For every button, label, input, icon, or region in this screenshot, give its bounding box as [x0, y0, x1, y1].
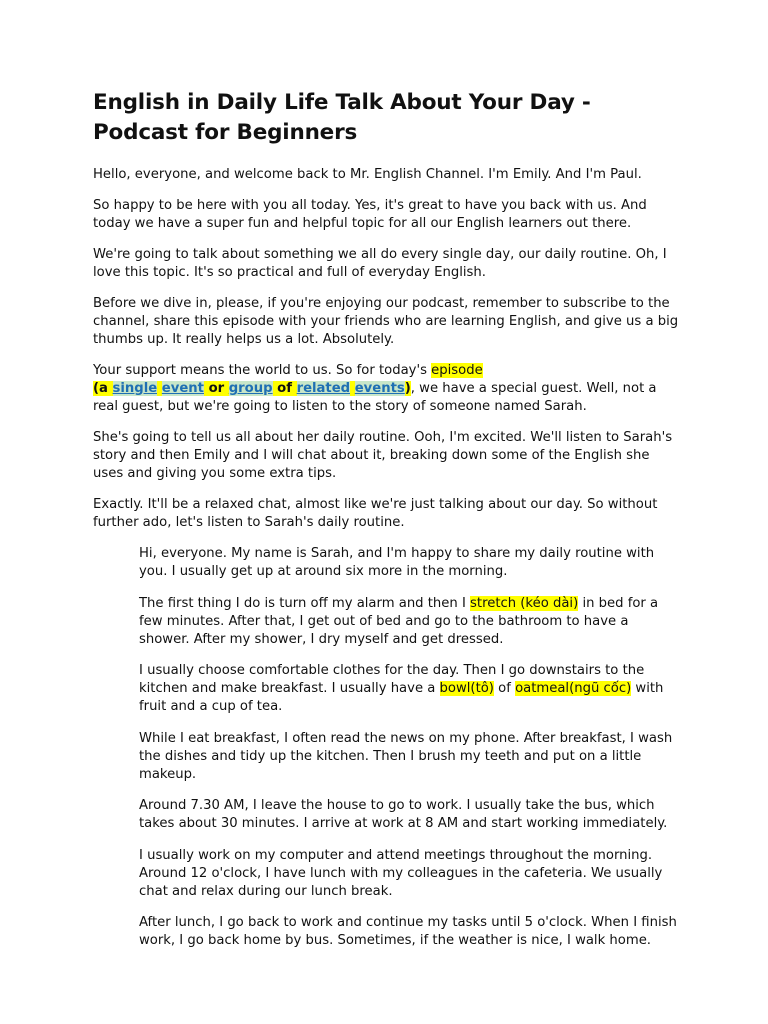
sarah-p2-before: The first thing I do is turn off my alarm and then I [139, 595, 471, 611]
sarah-story [139, 545, 679, 950]
highlight-oatmeal: oatmeal(ngũ cốc) [515, 681, 632, 696]
sarah-p2-after: in bed for a few minutes. After that, I get out of bed and go to the bathroom to have a shower. After my shower, I dry myself and get dressed. [139, 595, 659, 647]
sarah-paragraph-1: Hi, everyone. My name is Sarah, and I'm happy to share my daily routine with you. I usually get up at around six more in the morning. [139, 546, 655, 579]
gloss-or: or [203, 381, 229, 396]
document-page [93, 88, 683, 964]
gloss-of: of [272, 381, 297, 396]
episode-gloss [93, 381, 411, 396]
intro-paragraph-1: Hello, everyone, and welcome back to Mr. English Channel. I'm Emily. And I'm Paul. [93, 167, 642, 182]
sarah-paragraph-5: Around 7.30 AM, I leave the house to go to work. I usually take the bus, which takes about 30 minutes. I arrive at work at 8 AM and start working immediately. [139, 798, 668, 831]
support-paragraph [93, 362, 683, 416]
gloss-link-related[interactable]: related [296, 381, 351, 396]
sarah-p3-after: with fruit and a cup of tea. [139, 681, 664, 714]
sarah-p3-mid: of [493, 681, 516, 696]
highlight-episode: episode [431, 363, 483, 378]
intro-paragraph-3: We're going to talk about something we all do every single day, our daily routine. Oh, I love this topic. It's so practical and full of everyday English. [93, 247, 667, 280]
sarah-paragraph-4: While I eat breakfast, I often read the news on my phone. After breakfast, I wash the dishes and tidy up the kitchen. Then I brush my teeth and put on a little makeup. [139, 730, 673, 782]
gloss-link-event[interactable]: event [161, 381, 204, 396]
sarah-p3-before: I usually choose comfortable clothes for the day. Then I go downstairs to the kitchen and make breakfast. I usually have a [139, 663, 645, 696]
support-text-after: , we have a special guest. Well, not a real guest, but we're going to listen to the story of someone named Sarah. [93, 381, 657, 414]
gloss-close: ) [404, 381, 411, 396]
middle-paragraph-2: Exactly. It'll be a relaxed chat, almost like we're just talking about our day. So without further ado, let's listen to Sarah's daily routine. [93, 497, 658, 530]
gloss-link-events[interactable]: events [354, 381, 405, 396]
support-text-before: Your support means the world to us. So for today's [93, 363, 432, 378]
sarah-paragraph-6: I usually work on my computer and attend meetings throughout the morning. Around 12 o'clock, I have lunch with my colleagues in the cafeteria. We usually chat and relax during our lunch break. [139, 847, 663, 899]
sarah-paragraph-3 [139, 662, 679, 716]
sarah-paragraph-7: After lunch, I go back to work and continue my tasks until 5 o'clock. When I finish work, I go back home by bus. Sometimes, if the weather is nice, I walk home. [139, 915, 677, 948]
document-title: English in Daily Life Talk About Your Day - Podcast for Beginners [93, 90, 591, 145]
highlight-stretch: stretch (kéo dài) [470, 595, 579, 611]
intro-paragraph-4: Before we dive in, please, if you're enjoying our podcast, remember to subscribe to the channel, share this episode with your friends who are learning English, and give us a big thumbs up. It really helps us a lot. Absolutely. [93, 296, 679, 347]
middle-paragraph-1: She's going to tell us all about her daily routine. Ooh, I'm excited. We'll listen to Sarah's story and then Emily and I will chat about it, breaking down some of the English she uses and giving you some extra tips. [93, 430, 673, 481]
intro-paragraph-2: So happy to be here with you all today. Yes, it's great to have you back with us. And today we have a super fun and helpful topic for all our English learners out there. [93, 198, 647, 231]
gloss-link-group[interactable]: group [228, 381, 273, 396]
highlight-bowl: bowl(tô) [439, 681, 494, 696]
gloss-link-single[interactable]: single [112, 381, 158, 396]
sarah-paragraph-2 [139, 595, 679, 649]
gloss-open: (a [93, 381, 113, 396]
